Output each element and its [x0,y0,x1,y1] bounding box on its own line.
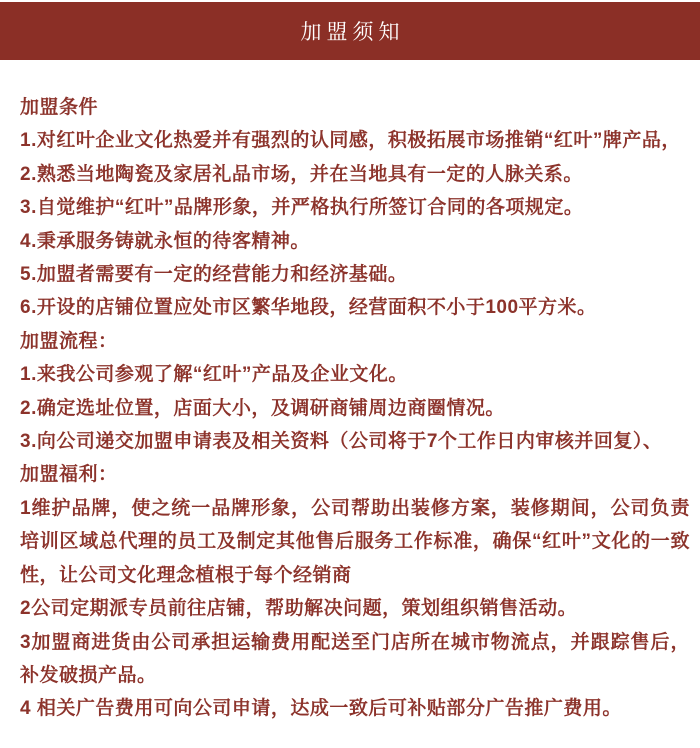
notice-line: 2.确定选址位置，店面大小，及调研商铺周边商圈情况。 [20,397,505,419]
franchise-notice-page [0,2,700,726]
notice-content [0,60,700,726]
section-heading: 加盟福利： [20,464,118,486]
section-heading: 加盟流程： [20,330,118,352]
notice-line: 4.秉承服务铸就永恒的待客精神。 [20,230,310,252]
notice-line: 2.熟悉当地陶瓷及家居礼品市场，并在当地具有一定的人脉关系。 [20,163,583,185]
section-heading: 加盟条件 [20,97,99,118]
notice-line: 1.对红叶企业文化热爱并有强烈的认同感，积极拓展市场推销“红叶”牌产品， [20,130,681,152]
notice-line: 1.来我公司参观了解“红叶”产品及企业文化。 [20,364,408,386]
page-title: 加盟须知 [300,21,405,44]
page-header [0,2,700,60]
notice-line: 6.开设的店铺位置应处市区繁华地段，经营面积不小于100平方米。 [20,297,597,319]
notice-line: 2公司定期派专员前往店铺，帮助解决问题，策划组织销售活动。 [20,598,578,620]
notice-line: 4 相关广告费用可向公司申请，达成一致后可补贴部分广告推广费用。 [20,698,622,720]
notice-line: 3.自觉维护“红叶”品牌形象，并严格执行所签订合同的各项规定。 [20,197,584,219]
notice-line: 3.向公司递交加盟申请表及相关资料（公司将于7个工作日内审核并回复）、 [20,431,663,453]
notice-line: 1维护品牌，使之统一品牌形象，公司帮助出装修方案，装修期间，公司负责培训区域总代理的员工及制定其他售后服务工作标准，确保“红叶”文化的一致性，让公司文化理念植根于每个经销商 [20,497,690,586]
notice-line: 3加盟商进货由公司承担运输费用配送至门店所在城市物流点，并跟踪售后，补发破损产品。 [20,631,690,686]
notice-line: 5.加盟者需要有一定的经营能力和经济基础。 [20,264,408,286]
